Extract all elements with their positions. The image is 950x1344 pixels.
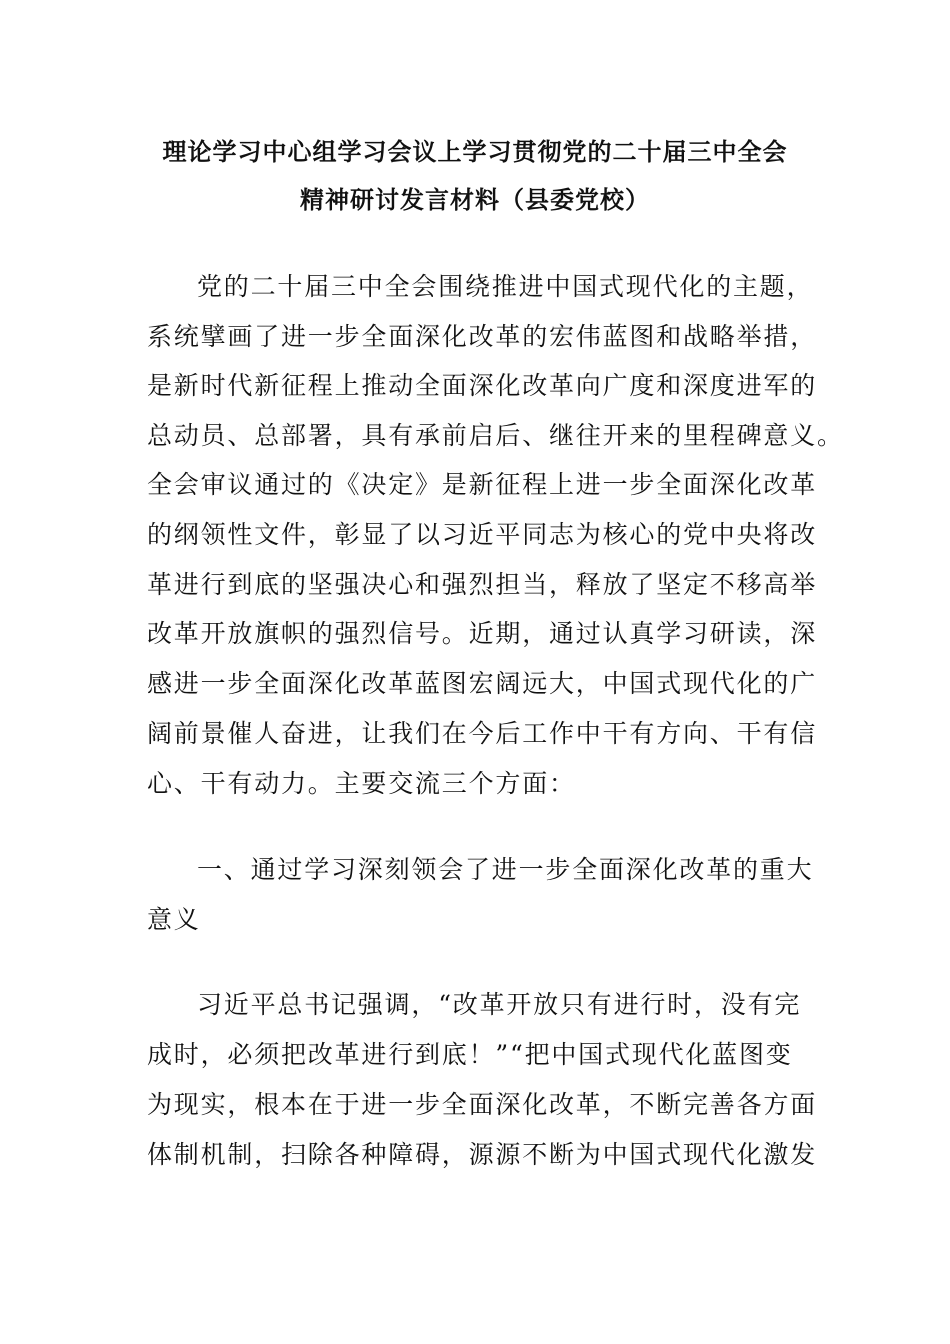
paragraph-line: 系统擘画了进一步全面深化改革的宏伟蓝图和战略举措， [147,322,818,351]
paragraph-line: 习近平总书记强调，“改革开放只有进行时，没有完 [197,990,802,1019]
paragraph-line: 阔前景催人奋进，让我们在今后工作中干有方向、干有信 [147,719,818,748]
paragraph-line: 全会审议通过的《决定》是新征程上进一步全面深化改革 [147,470,818,499]
paragraph-line: 成时，必须把改革进行到底！”“把中国式现代化蓝图变 [147,1040,793,1069]
paragraph-line: 革进行到底的坚强决心和强烈担当，释放了坚定不移高举 [147,570,818,599]
paragraph-line: 总动员、总部署，具有承前启后、继往开来的里程碑意义。 [147,421,844,450]
paragraph-line: 的纲领性文件，彰显了以习近平同志为核心的党中央将改 [147,520,818,549]
document-title-line-1: 理论学习中心组学习会议上学习贯彻党的二十届三中全会 [162,137,788,166]
section-heading-line: 意义 [147,905,201,934]
paragraph-line: 为现实，根本在于进一步全面深化改革，不断完善各方面 [147,1090,818,1119]
document-title-line-2: 精神研讨发言材料（县委党校） [300,185,650,214]
paragraph-line: 改革开放旗帜的强烈信号。近期，通过认真学习研读，深 [147,619,818,648]
section-heading-line: 一、通过学习深刻领会了进一步全面深化改革的重大 [197,855,814,884]
paragraph-line: 是新时代新征程上推动全面深化改革向广度和深度进军的 [147,371,818,400]
paragraph-line: 感进一步全面深化改革蓝图宏阔远大，中国式现代化的广 [147,669,818,698]
paragraph-line: 心、干有动力。主要交流三个方面： [147,769,576,798]
paragraph-line: 体制机制，扫除各种障碍，源源不断为中国式现代化激发 [147,1140,818,1169]
paragraph-line: 党的二十届三中全会围绕推进中国式现代化的主题， [197,272,814,301]
